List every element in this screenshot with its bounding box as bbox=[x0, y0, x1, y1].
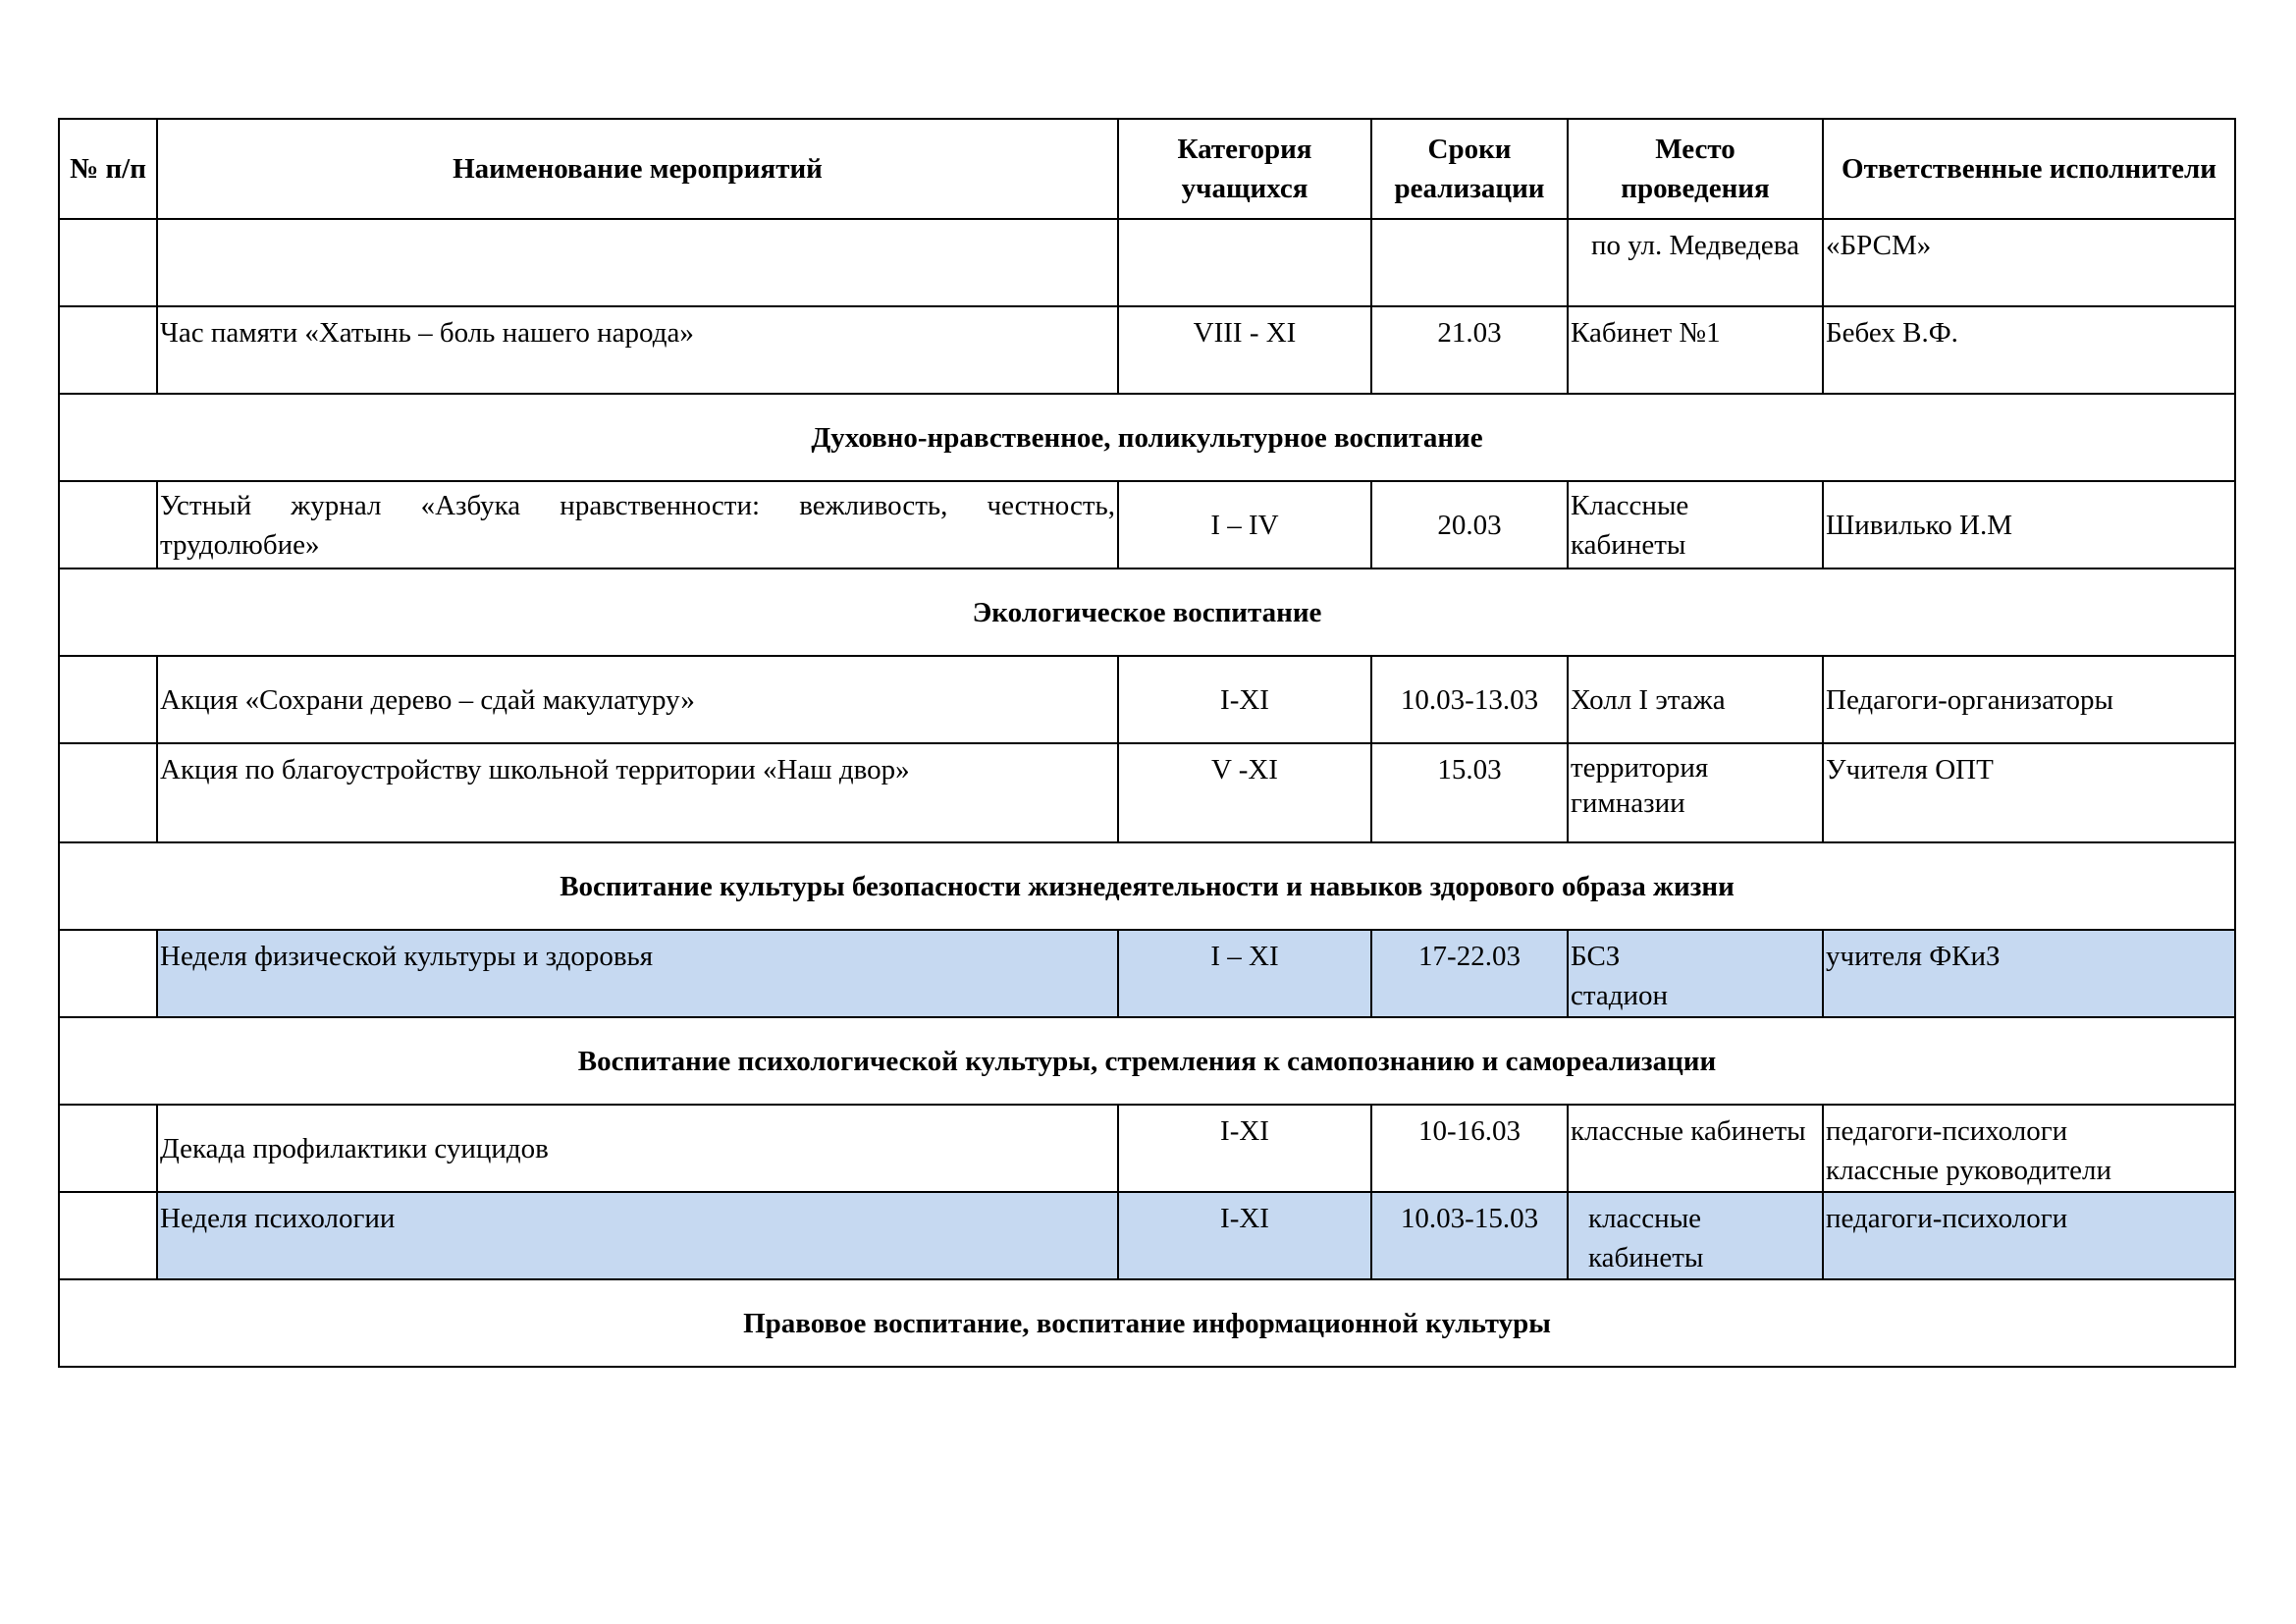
cell-category: I – IV bbox=[1118, 481, 1371, 568]
cell-dates: 10.03-15.03 bbox=[1371, 1192, 1568, 1279]
cell-name: Неделя физической культуры и здоровья bbox=[157, 930, 1118, 1017]
header-num: № п/п bbox=[59, 119, 157, 219]
cell-dates: 21.03 bbox=[1371, 306, 1568, 394]
cell-num bbox=[59, 481, 157, 568]
cell-category: I-XI bbox=[1118, 1105, 1371, 1192]
cell-name: Час памяти «Хатынь – боль нашего народа» bbox=[157, 306, 1118, 394]
section-title: Воспитание культуры безопасности жизнедеятельности и навыков здорового образа жизни bbox=[59, 842, 2235, 930]
cell-num bbox=[59, 743, 157, 842]
header-place-line: проведения bbox=[1621, 173, 1770, 204]
header-place bbox=[1568, 119, 1823, 219]
cell-responsible: Бебех В.Ф. bbox=[1823, 306, 2235, 394]
cell-place-line: гимназии bbox=[1571, 787, 1685, 819]
cell-name bbox=[157, 219, 1118, 306]
cell-name: Акция по благоустройству школьной территории «Наш двор» bbox=[157, 743, 1118, 842]
cell-place-line: БСЗ bbox=[1571, 941, 1621, 972]
header-dates bbox=[1371, 119, 1568, 219]
cell-place: Кабинет №1 bbox=[1568, 306, 1823, 394]
section-title: Правовое воспитание, воспитание информационной культуры bbox=[59, 1279, 2235, 1367]
cell-place-line: Классные bbox=[1571, 489, 1689, 521]
table-row-highlighted bbox=[59, 930, 2235, 1017]
table-row bbox=[59, 1105, 2235, 1192]
cell-dates: 10.03-13.03 bbox=[1371, 656, 1568, 743]
table-row bbox=[59, 743, 2235, 842]
section-row bbox=[59, 394, 2235, 481]
cell-place-line: стадион bbox=[1571, 980, 1669, 1011]
header-dates-line: реализации bbox=[1394, 173, 1545, 204]
header-dates-line: Сроки bbox=[1427, 134, 1512, 165]
cell-place: Холл I этажа bbox=[1568, 656, 1823, 743]
cell-category bbox=[1118, 219, 1371, 306]
header-category bbox=[1118, 119, 1371, 219]
cell-num bbox=[59, 656, 157, 743]
table-row-highlighted bbox=[59, 1192, 2235, 1279]
cell-place: классные кабинеты bbox=[1568, 1105, 1823, 1192]
cell-category: I-XI bbox=[1118, 656, 1371, 743]
cell-num bbox=[59, 1192, 157, 1279]
cell-responsible-line: педагоги-психологи bbox=[1826, 1115, 2068, 1147]
table-row bbox=[59, 306, 2235, 394]
cell-name: Декада профилактики суицидов bbox=[157, 1105, 1118, 1192]
cell-responsible: Учителя ОПТ bbox=[1823, 743, 2235, 842]
table-row bbox=[59, 656, 2235, 743]
cell-responsible bbox=[1823, 1105, 2235, 1192]
cell-num bbox=[59, 930, 157, 1017]
table-row bbox=[59, 219, 2235, 306]
header-responsible: Ответственные исполнители bbox=[1823, 119, 2235, 219]
cell-place-line: территория bbox=[1571, 752, 1709, 784]
cell-name: Акция «Сохрани дерево – сдай макулатуру» bbox=[157, 656, 1118, 743]
section-row bbox=[59, 842, 2235, 930]
cell-category: VIII - XI bbox=[1118, 306, 1371, 394]
cell-dates bbox=[1371, 219, 1568, 306]
cell-num bbox=[59, 1105, 157, 1192]
cell-place-line: кабинеты bbox=[1571, 528, 1686, 561]
cell-place: по ул. Медведева bbox=[1568, 219, 1823, 306]
cell-responsible: «БРСМ» bbox=[1823, 219, 2235, 306]
cell-name: Неделя психологии bbox=[157, 1192, 1118, 1279]
cell-place bbox=[1568, 743, 1823, 842]
cell-place-line: кабинеты bbox=[1588, 1242, 1704, 1273]
cell-responsible-line: классные руководители bbox=[1826, 1155, 2112, 1186]
section-row bbox=[59, 1017, 2235, 1105]
cell-dates: 10-16.03 bbox=[1371, 1105, 1568, 1192]
cell-num bbox=[59, 306, 157, 394]
header-category-line: Категория bbox=[1177, 134, 1312, 165]
cell-name: Устный журнал «Азбука нравственности: вежливость, честность, трудолюбие» bbox=[157, 481, 1118, 568]
section-title: Экологическое воспитание bbox=[59, 568, 2235, 656]
header-place-line: Место bbox=[1655, 134, 1735, 165]
cell-category: V -XI bbox=[1118, 743, 1371, 842]
header-name: Наименование мероприятий bbox=[157, 119, 1118, 219]
cell-category: I-XI bbox=[1118, 1192, 1371, 1279]
table-header-row bbox=[59, 119, 2235, 219]
cell-dates: 15.03 bbox=[1371, 743, 1568, 842]
cell-place bbox=[1568, 1192, 1823, 1279]
cell-dates: 20.03 bbox=[1371, 481, 1568, 568]
section-row bbox=[59, 568, 2235, 656]
cell-num bbox=[59, 219, 157, 306]
section-title: Духовно-нравственное, поликультурное воспитание bbox=[59, 394, 2235, 481]
cell-place bbox=[1568, 930, 1823, 1017]
cell-place bbox=[1568, 481, 1823, 568]
section-row bbox=[59, 1279, 2235, 1367]
cell-category: I – XI bbox=[1118, 930, 1371, 1017]
cell-responsible: учителя ФКиЗ bbox=[1823, 930, 2235, 1017]
cell-dates: 17-22.03 bbox=[1371, 930, 1568, 1017]
header-category-line: учащихся bbox=[1181, 173, 1308, 204]
cell-place-line: классные bbox=[1588, 1203, 1702, 1234]
cell-responsible: педагоги-психологи bbox=[1823, 1192, 2235, 1279]
cell-responsible: Шивилько И.М bbox=[1823, 481, 2235, 568]
section-title: Воспитание психологической культуры, стремления к самопознанию и самореализации bbox=[59, 1017, 2235, 1105]
cell-responsible: Педагоги-организаторы bbox=[1823, 656, 2235, 743]
table-row bbox=[59, 481, 2235, 568]
event-plan-table bbox=[58, 118, 2236, 1368]
